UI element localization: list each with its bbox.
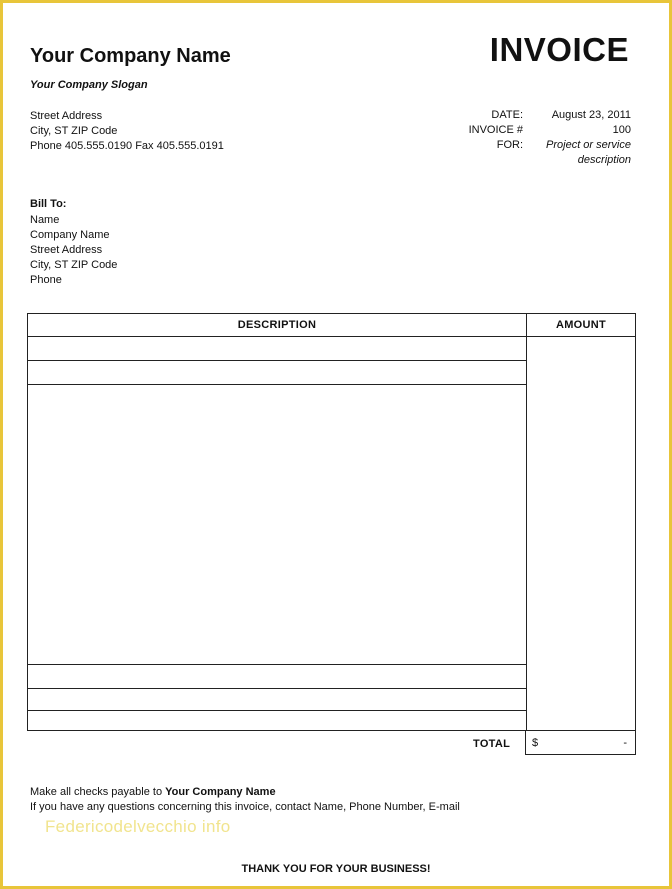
- checks-prefix: Make all checks payable to: [30, 786, 166, 798]
- company-street: Street Address: [30, 110, 103, 122]
- bill-to-company: Company Name: [30, 229, 110, 241]
- total-label: TOTAL: [473, 738, 511, 750]
- line-items-table: [27, 313, 636, 731]
- invoice-title: INVOICE: [489, 31, 629, 68]
- bill-to-title: Bill To:: [30, 198, 67, 210]
- for-value-line1: Project or service: [546, 139, 631, 151]
- bill-to-name: Name: [30, 214, 60, 226]
- amount-header: AMOUNT: [555, 319, 607, 331]
- company-address: [30, 109, 224, 154]
- bill-to-city: City, ST ZIP Code: [30, 259, 118, 271]
- checks-payee: Your Company Name: [165, 786, 276, 798]
- checks-payable-line: [30, 786, 276, 798]
- company-phone-fax: Phone 405.555.0190 Fax 405.555.0191: [30, 140, 224, 152]
- watermark: Federicodelvecchio info: [45, 817, 231, 836]
- company-city: City, ST ZIP Code: [30, 125, 118, 137]
- bill-to-block: [30, 213, 117, 288]
- row-divider: [28, 688, 527, 689]
- for-value-line2: description: [577, 154, 631, 166]
- total-box: [525, 731, 636, 755]
- row-divider: [28, 384, 527, 385]
- header-divider: [28, 336, 635, 337]
- thank-you-message: THANK YOU FOR YOUR BUSINESS!: [241, 863, 431, 875]
- date-label: DATE:: [491, 109, 523, 121]
- row-divider: [28, 360, 527, 361]
- total-currency: $: [532, 737, 539, 749]
- bill-to-phone: Phone: [30, 274, 62, 286]
- row-divider: [28, 710, 527, 711]
- row-divider: [28, 664, 527, 665]
- invoice-sheet: [3, 3, 669, 886]
- invoice-number-value: 100: [612, 124, 631, 136]
- company-name: Your Company Name: [30, 45, 231, 67]
- company-slogan: Your Company Slogan: [30, 79, 148, 91]
- description-header: DESCRIPTION: [237, 319, 317, 331]
- total-value: -: [623, 737, 627, 749]
- bill-to-street: Street Address: [30, 244, 103, 256]
- date-value: August 23, 2011: [551, 109, 631, 121]
- invoice-number-label: INVOICE #: [468, 124, 523, 136]
- for-label: FOR:: [496, 139, 523, 151]
- questions-line: If you have any questions concerning this invoice, contact Name, Phone Number, E-mail: [30, 801, 460, 813]
- column-divider: [526, 314, 527, 730]
